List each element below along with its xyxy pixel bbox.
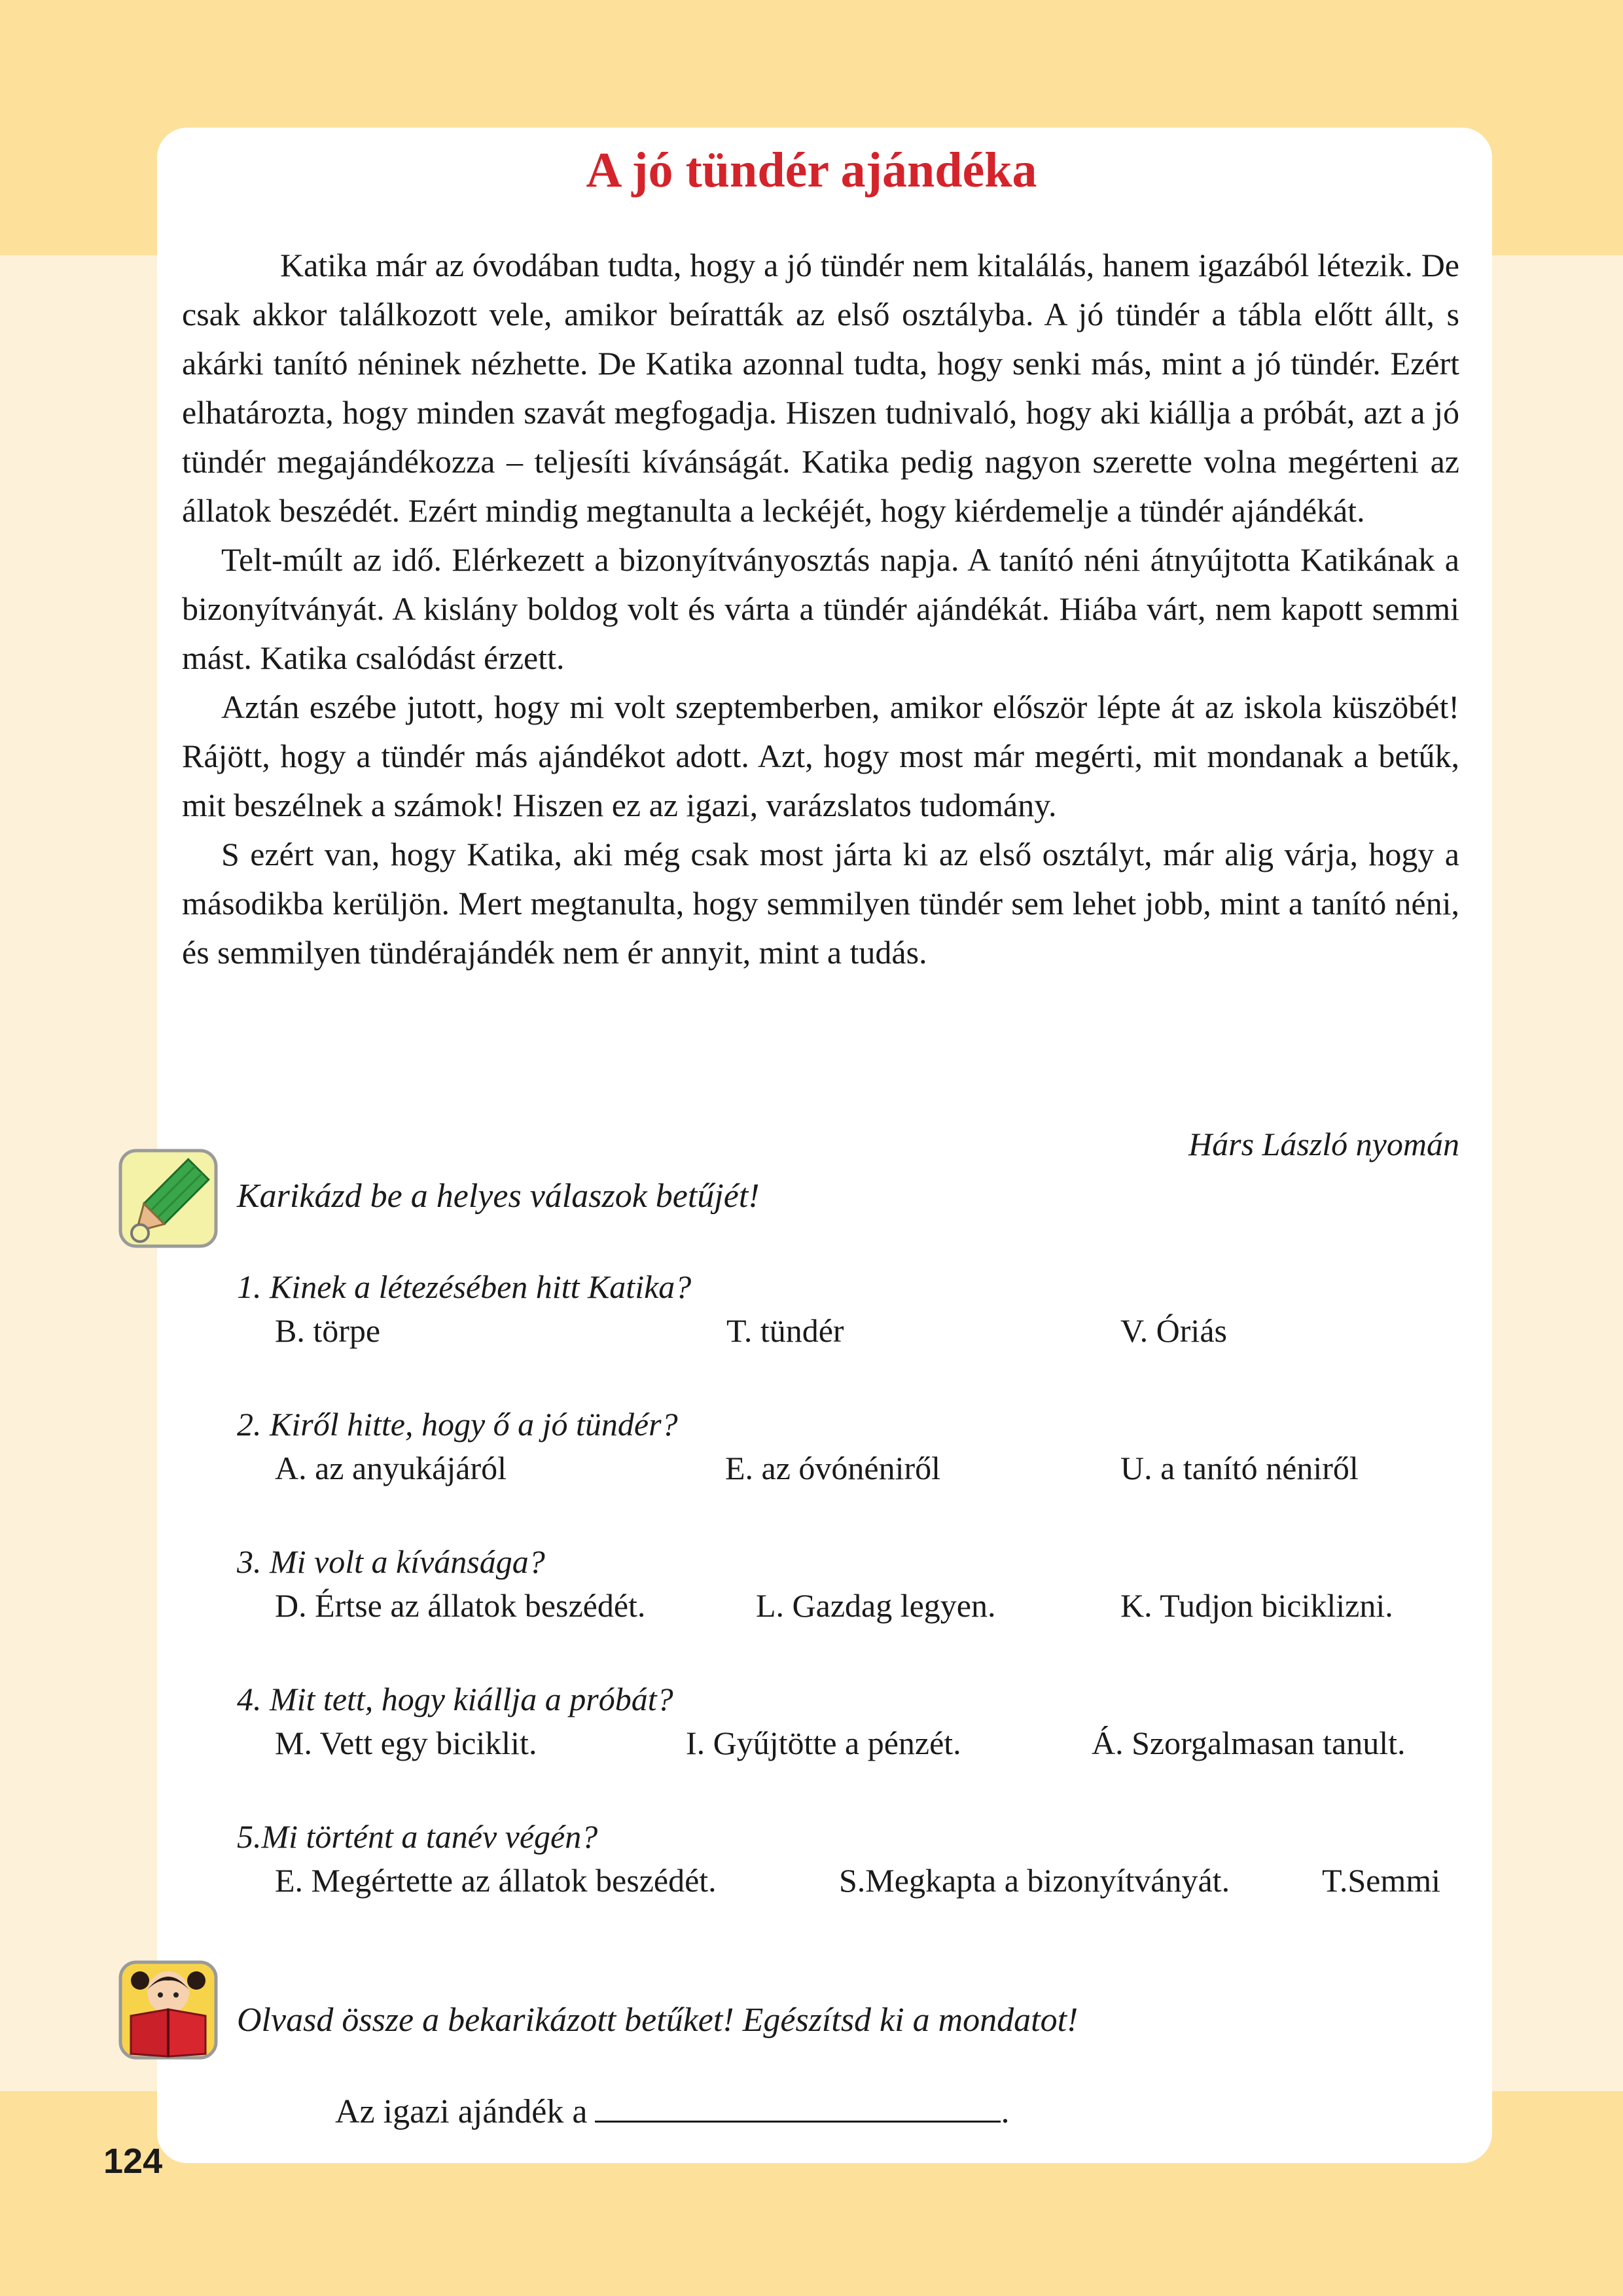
sentence-end: . xyxy=(1001,2093,1010,2130)
page-title: A jó tündér ajándéka xyxy=(586,143,1037,198)
answer-option[interactable]: V. Óriás xyxy=(1120,1312,1227,1349)
answer-blank[interactable] xyxy=(595,2089,1001,2123)
answer-option[interactable]: M. Vett egy biciklit. xyxy=(275,1725,537,1761)
question-2: 2. Kiről hitte, hogy ő a jó tündér? xyxy=(237,1406,678,1443)
answer-option[interactable]: S.Megkapta a bizonyítványát. xyxy=(839,1862,1230,1899)
question-5: 5.Mi történt a tanév végén? xyxy=(237,1818,598,1855)
answer-option[interactable]: I. Gyűjtötte a pénzét. xyxy=(686,1725,961,1761)
completion-sentence xyxy=(335,2089,1009,2135)
answer-option[interactable]: K. Tudjon biciklizni. xyxy=(1120,1587,1393,1624)
pencil-icon xyxy=(116,1147,221,1251)
task-instruction-2: Olvasd össze a bekarikázott betűket! Egészítsd ki a mondatot! xyxy=(237,2001,1079,2039)
story-paragraph: Katika már az óvodában tudta, hogy a jó tündér nem kitalálás, hanem igazából létezik. De csak akkor találkozott vele, amikor beíratták az első osztályba. A jó tündér a tábla előtt állt, s akárki tanító néninek nézhette. De Katika azonnal tudta, hogy senki más, mint a jó tündér. Ezért elhatározta, hogy minden szavát megfogadja. Hiszen tudnivaló, hogy aki kiállja a próbát, azt a jó tündér megajándékozza – teljesíti kívánságát. Katika pedig nagyon szerette volna megérteni az állatok beszédét. Ezért mindig megtanulta a leckéjét, hogy kiérdemelje a tündér ajándékát. xyxy=(182,247,1459,529)
answer-option[interactable]: D. Értse az állatok beszédét. xyxy=(275,1587,646,1624)
task-instruction: Karikázd be a helyes válaszok betűjét! xyxy=(237,1177,760,1215)
answer-option[interactable]: L. Gazdag legyen. xyxy=(756,1587,996,1624)
answer-option[interactable]: E. Megértette az állatok beszédét. xyxy=(275,1862,717,1899)
question-4: 4. Mit tett, hogy kiállja a próbát? xyxy=(237,1681,673,1717)
answer-option[interactable]: A. az anyukájáról xyxy=(275,1450,507,1486)
answer-option[interactable]: U. a tanító néniről xyxy=(1120,1450,1359,1486)
story-author: Hárs László nyomán xyxy=(1188,1126,1459,1162)
answer-option[interactable]: T.Semmi xyxy=(1322,1862,1441,1899)
page-number: 124 xyxy=(103,2142,163,2181)
answer-option[interactable]: T. tündér xyxy=(726,1312,844,1349)
answer-option[interactable]: B. törpe xyxy=(275,1312,381,1349)
story-paragraph: Telt-múlt az idő. Elérkezett a bizonyítványosztás napja. A tanító néni átnyújtotta Katikának a bizonyítványát. A kislány boldog volt és várta a tündér ajándékát. Hiába várt, nem kapott semmi mást. Katika csalódást érzett. xyxy=(182,541,1459,676)
sentence-start: Az igazi ajándék a xyxy=(335,2093,588,2130)
question-3: 3. Mi volt a kívánsága? xyxy=(237,1543,545,1580)
answer-option[interactable]: E. az óvónéniről xyxy=(725,1450,941,1486)
answer-option[interactable]: Á. Szorgalmasan tanult. xyxy=(1092,1725,1406,1761)
story-paragraph: Aztán eszébe jutott, hogy mi volt szeptemberben, amikor először lépte át az iskola küszöbét! Rájött, hogy a tündér más ajándékot adott. Azt, hogy most már megérti, mit mondanak a betűk, mit beszélnek a számok! Hiszen ez az igazi, varázslatos tudomány. xyxy=(182,689,1459,823)
story-text xyxy=(182,241,1459,977)
reading-girl-icon xyxy=(116,1958,221,2063)
question-1: 1. Kinek a létezésében hitt Katika? xyxy=(237,1268,692,1305)
story-paragraph: S ezért van, hogy Katika, aki még csak most járta ki az első osztályt, már alig várja, hogy a másodikba kerüljön. Mert megtanulta, hogy semmilyen tündér sem lehet jobb, mint a tanító néni, és semmilyen tündérajándék nem ér annyit, mint a tudás. xyxy=(182,836,1459,971)
